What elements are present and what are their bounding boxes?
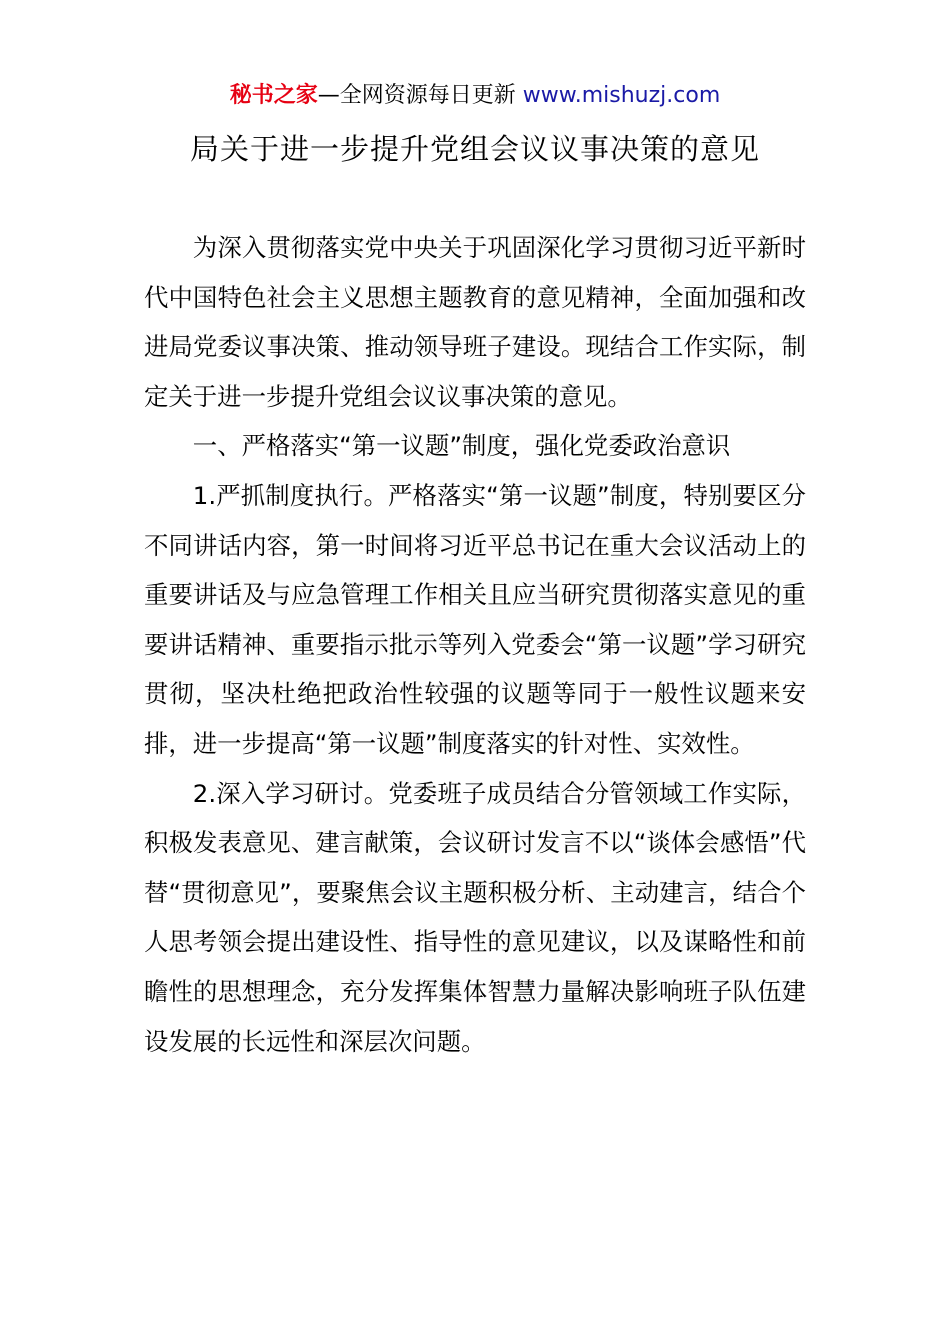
site-url[interactable]: www.mishuzj.com: [522, 83, 721, 108]
intro-paragraph: 为深入贯彻落实党中央关于巩固深化学习贯彻习近平新时代中国特色社会主义思想主题教育的意见精神，全面加强和改进局党委议事决策、推动领导班子建设。现结合工作实际，制定关于进一步提升党组会议议事决策的意见。: [144, 233, 806, 411]
section-heading-1: 一、严格落实“第一议题”制度，强化党委政治意识: [192, 431, 731, 461]
item-paragraph-1: 1.严抓制度执行。严格落实“第一议题”制度，特别要区分不同讲话内容，第一时间将习近平总书记在重大会议活动上的重要讲话及与应急管理工作相关且应当研究贯彻落实意见的重要讲话精神、重要指示批示等列入党委会“第一议题”学习研究贯彻，坚决杜绝把政治性较强的议题等同于一般性议题来安排，进一步提高“第一议题”制度落实的针对性、实效性。: [144, 480, 806, 758]
site-tagline: —全网资源每日更新: [317, 83, 523, 108]
document-body: [144, 223, 806, 1066]
item-paragraph-2: 2.深入学习研讨。党委班子成员结合分管领域工作实际，积极发表意见、建言献策，会议研讨发言不以“谈体会感悟”代替“贯彻意见”，要聚焦会议主题积极分析、主动建言，结合个人思考领会提出建设性、指导性的意见建议，以及谋略性和前瞻性的思想理念，充分发挥集体智慧力量解决影响班子队伍建设发展的长远性和深层次问题。: [144, 778, 806, 1056]
site-name: 秘书之家: [229, 83, 318, 108]
document-title: 局关于进一步提升党组会议议事决策的意见: [189, 132, 760, 166]
site-header: [0, 80, 950, 112]
